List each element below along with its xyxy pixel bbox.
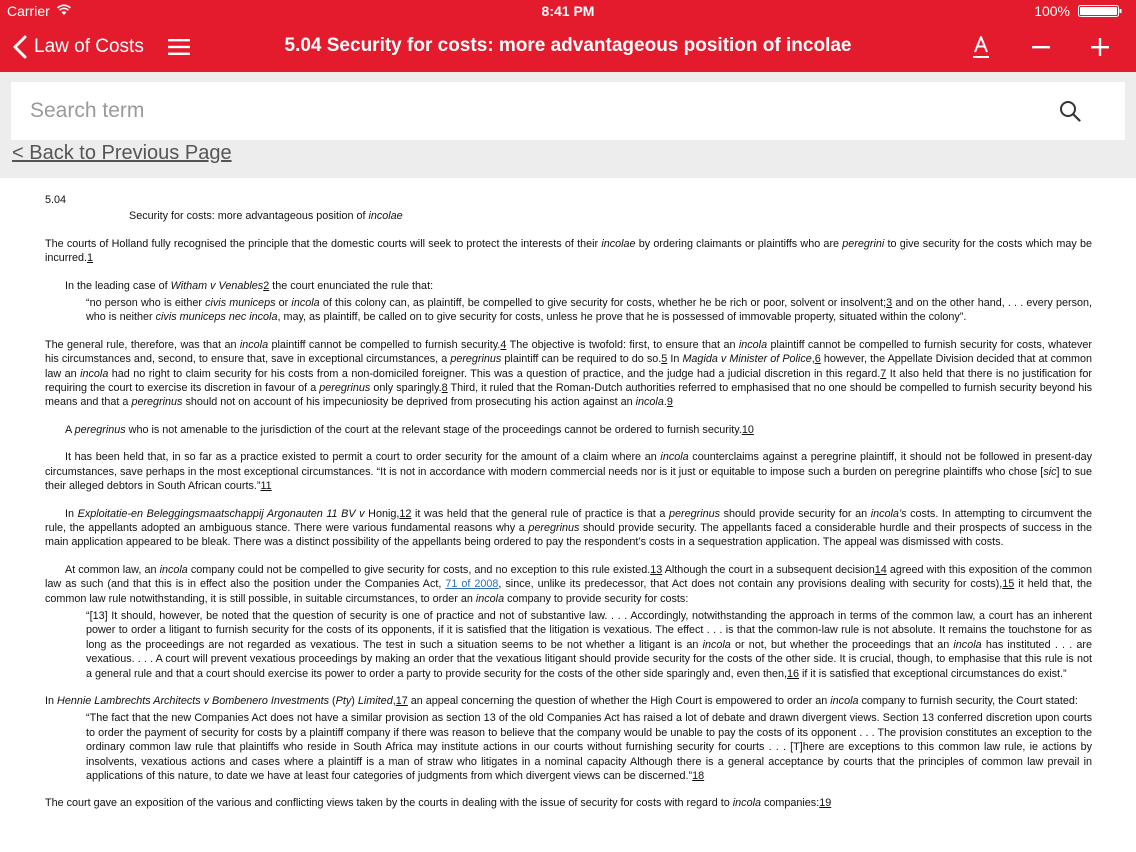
section-heading: Security for costs: more advantageous position of incolae (129, 210, 403, 223)
footnote-link[interactable]: 17 (395, 694, 408, 707)
footnote-link[interactable]: 2 (263, 279, 270, 292)
footnote-link[interactable]: 8 (441, 382, 448, 395)
zoom-out-icon[interactable] (1030, 36, 1052, 58)
search-area (0, 72, 1136, 178)
status-bar (0, 0, 1136, 22)
battery-percent: 100% (1034, 3, 1070, 19)
footnote-link[interactable]: 19 (819, 797, 832, 810)
companies-act-link[interactable]: 71 of 2008 (445, 578, 499, 591)
footnote-link[interactable]: 15 (1002, 578, 1015, 591)
paragraph: A peregrinus who is not amenable to the jurisdiction of the court at the relevant stage of the proceedings cannot be ordered to furnish security.10 (65, 423, 754, 436)
zoom-in-icon[interactable] (1089, 36, 1111, 58)
footnote-link[interactable]: 6 (814, 353, 821, 366)
footnote-link[interactable]: 4 (500, 338, 507, 351)
paragraph: The court gave an exposition of the various and conflicting views taken by the courts in dealing with the issue of security for costs with regard to incola companies:19 (45, 797, 832, 810)
page-title: 5.04 Security for costs: more advantageous position of incolae (284, 35, 852, 56)
footnote-link[interactable]: 10 (741, 423, 754, 436)
battery-icon (1078, 5, 1122, 17)
paragraph: It has been held that, in so far as a practice existed to permit a court to order security for the amount of a claim where an incola counterclaims against a peregrine plaintiff, it should not be followed in present-day circumstances, save perhaps in the most exceptional circumstances. “It is not in accordance with modern commercial needs nor is it just or equitable to impose such a burden on peregrine plaintiffs who chose [sic] to sue their alleged debtors in South African courts.”11 (45, 451, 1092, 493)
footnote-link[interactable]: 7 (880, 367, 887, 380)
clock: 8:41 PM (541, 3, 595, 19)
paragraph: At common law, an incola company could not be compelled to give security for costs, and no exception to this rule existed.13 Although the court in a subsequent decision14 agreed with this exposition of the common law as such (and that this is in effect also the position under the Companies Act, 71 of 2008, since, unlike its predecessor, that Act does not contain any provisions dealing with security for costs),15 it held that, the common law rule notwithstanding, it is still possible, in suitable circumstances, to order an incola company to provide security for costs: (45, 563, 1093, 605)
footnote-link[interactable]: 1 (87, 252, 94, 265)
block-quote: “The fact that the new Companies Act does not have a similar provision as section 13 of the old Companies Act has raised a lot of debate and drawn divergent views. Section 13 conferred discretion upon courts to order the payment of security for costs by a plaintiff company if there was reason to believe that the company would be unable to pay the costs of its opponent . . . The provision constitutes an exception to the ordinary common law rule that plaintiffs who reside in South Africa may institute actions in our courts without furnishing security for courts . . . [T]here are exceptions to this common law rule, ie actions by insolvents, vexatious actions and cases where a plaintiff is a man of straw who litigates in a nominal capacity Although there is a general acceptance by courts that the principles of common law prevail in applications of this nature, to date we have at least four categories of judgments from which divergent views can be discerned.”18 (86, 712, 1092, 782)
search-icon[interactable] (1059, 100, 1081, 122)
footnote-link[interactable]: 16 (787, 667, 800, 680)
carrier-label: Carrier (7, 3, 50, 19)
footnote-link[interactable]: 11 (260, 480, 272, 493)
paragraph: In Hennie Lambrechts Architects v Bombenero Investments (Pty) Limited,17 an appeal concerning the question of whether the High Court is empowered to order an incola company to furnish security, the Court stated: (45, 694, 1078, 707)
block-quote: “[13] It should, however, be noted that the question of security is one of practice and not of substantive law. . . . Accordingly, notwithstanding the approach in terms of the common law, a court has an inherent power to order a litigant to furnish security for the costs of its opponents, if it is satisfied that the litigation is vexatious. The effect . . . is that the common-law rule is not absolute. It remains the touchstone for as long as the proceedings are not regarded as vexatious. The test in such a situation seems to be not whether a litigant is an incola or not, but whether the proceedings that an incola has instituted . . . are vexatious. . . . A court will prevent vexatious proceedings by making an order that the vexatious litigant should provide security for the costs of the other side. It is crucial, though, to emphasise that this rule is not a general rule and that a court should exercise its power to order a party to provide security for the costs of the other side sparingly and, even then,16 if it is satisfied that exceptional circumstances do exist.” (86, 609, 1092, 680)
nav-bar (0, 22, 1136, 72)
footnote-link[interactable]: 5 (661, 353, 668, 366)
section-number: 5.04 (45, 194, 67, 206)
font-size-icon[interactable] (968, 32, 994, 62)
document-body (45, 193, 1092, 824)
footnote-link[interactable]: 3 (886, 297, 893, 310)
paragraph: The general rule, therefore, was that an incola plaintiff cannot be compelled to furnish security.4 The objective is twofold: first, to ensure that an incola plaintiff cannot be compelled to furnish security for costs, whatever his circumstances and, second, to ensure that, save in exceptional circumstances, a peregrinus plaintiff can be required to do so.5 In Magida v Minister of Police,6 however, the Appellate Division decided that at common law an incola had no right to claim security for his costs from a non-domiciled foreigner. This was a question of practice, and the judge had a judicial discretion in this regard.7 It also held that there is no justification for requiring the court to exercise its discretion in favour of a peregrinus only sparingly.8 Third, it ruled that the Roman-Dutch authorities referred to emphasised that no one should be compelled to furnish security beyond his means and that a peregrinus should not on account of his impecuniosity be deprived from prosecuting his action against an incola.9 (45, 338, 1092, 409)
search-box (11, 82, 1125, 140)
block-quote: “no person who is either civis municeps or incola of this colony can, as plaintiff, be compelled to give security for costs, whether he be rich or poor, solvent or insolvent;3 and on the other hand, . . . every person, who is neither civis municeps nec incola, may, as plaintiff, be called on to give security for costs, unless he prove that he is possessed of immovable property, situated within the colony”. (86, 297, 1092, 324)
paragraph: The courts of Holland fully recognised the principle that the domestic courts will seek to protect the interests of their incolae by ordering claimants or plaintiffs who are peregrini to give security for the costs which may be incurred.1 (45, 237, 1092, 265)
back-button[interactable] (12, 34, 144, 60)
footnote-link[interactable]: 9 (666, 396, 673, 409)
menu-icon[interactable] (167, 37, 191, 57)
search-input[interactable] (11, 82, 1070, 140)
paragraph: In the leading case of Witham v Venables2 the court enunciated the rule that: (65, 279, 434, 292)
footnote-link[interactable]: 14 (874, 563, 887, 576)
footnote-link[interactable]: 18 (692, 770, 705, 782)
footnote-link[interactable]: 13 (650, 563, 663, 576)
back-button-label: Law of Costs (34, 36, 144, 57)
back-to-previous-page-link[interactable]: < Back to Previous Page (12, 142, 232, 164)
chevron-left-icon (12, 35, 28, 59)
paragraph: In Exploitatie-en Beleggingsmaatschappij Argonauten 11 BV v Honig,12 it was held that the general rule of practice is that a peregrinus should provide security for an incola’s costs. In attempting to circumvent the rule, the appellants adopted an ambiguous stance. There were various fundamental reasons why a peregrinus should provide security. The appellants faced a considerable hurdle and their prospects of success in the main application appeared to be bleak. There was a distinct possibility of the appellants being ordered to pay the respondent’s costs in a sequestration application. The appeal was dismissed with costs. (45, 507, 1092, 549)
footnote-link[interactable]: 12 (399, 507, 412, 520)
